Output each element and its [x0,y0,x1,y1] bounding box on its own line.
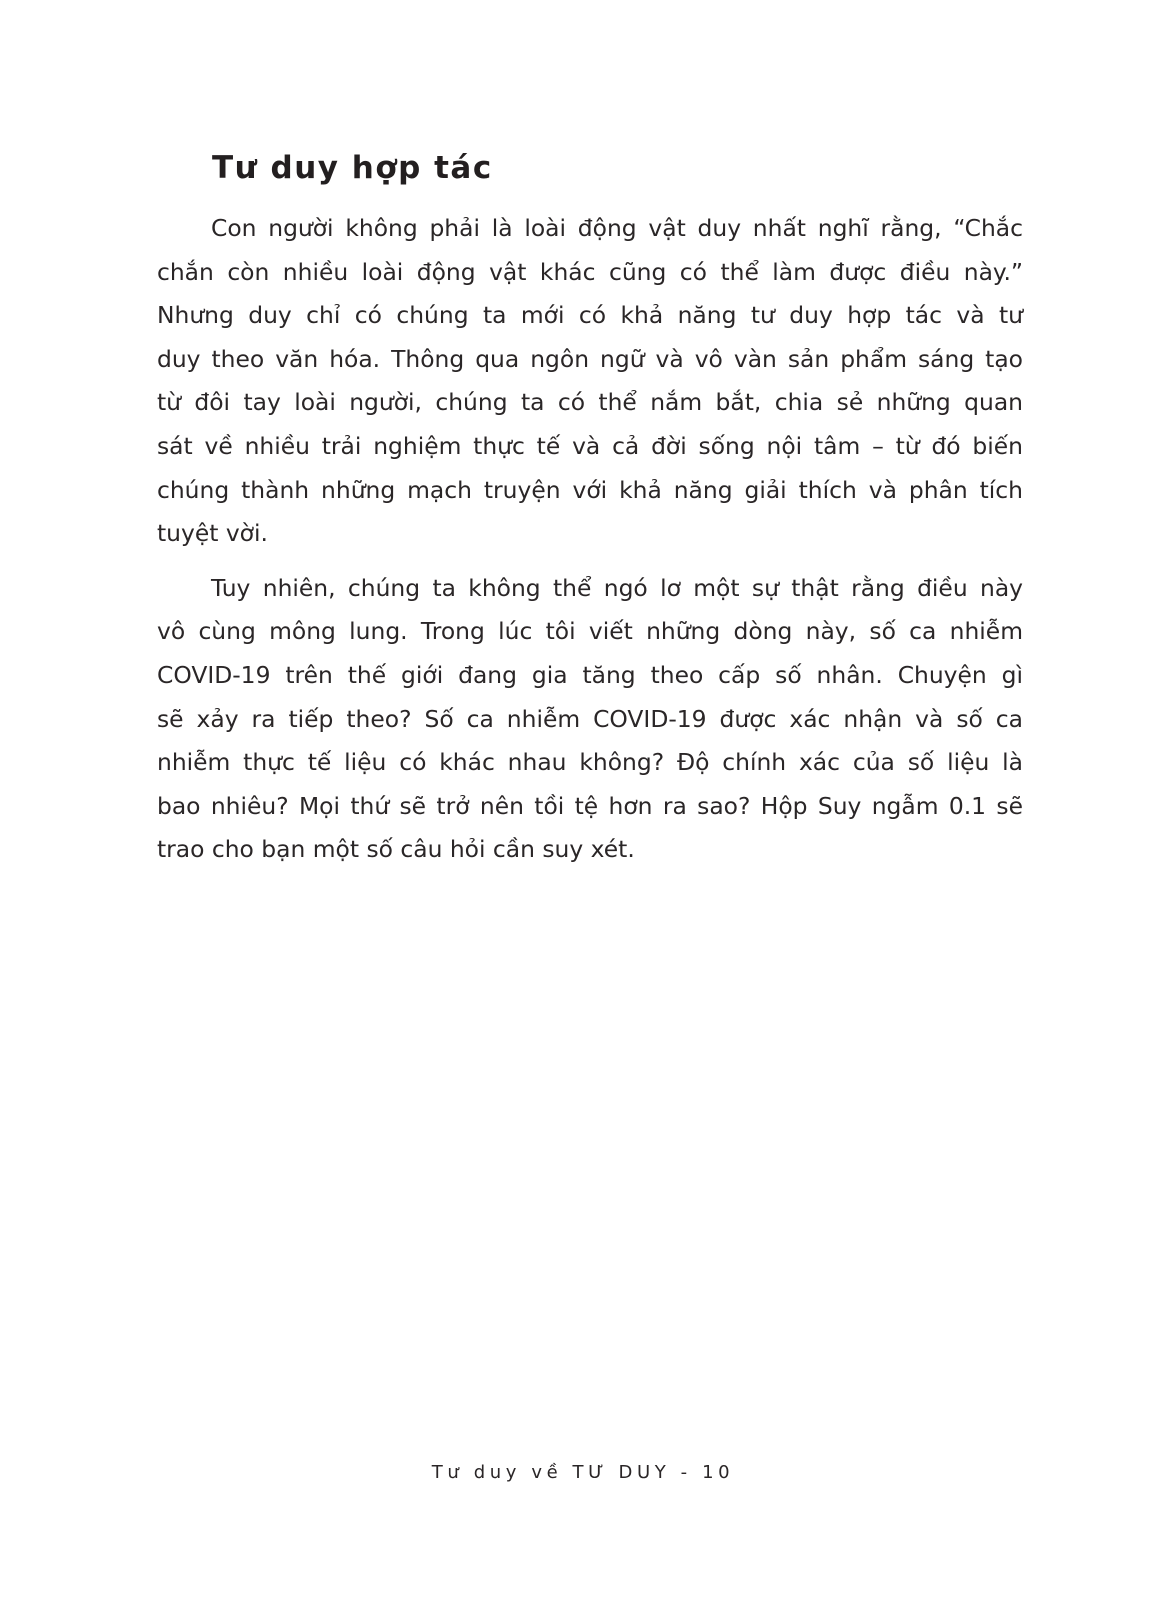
text-line: bao nhiêu? Mọi thứ sẽ trở nên tồi tệ hơn ra sao? Hộp Suy ngẫm 0.1 sẽ [157,791,1023,820]
section-heading: Tư duy hợp tác [212,150,493,186]
text-line: sẽ xảy ra tiếp theo? Số ca nhiễm COVID-19 được xác nhận và số ca [157,704,1023,733]
text-line: chắn còn nhiều loài động vật khác cũng có thể làm được điều này.” [157,257,1023,286]
text-line: duy theo văn hóa. Thông qua ngôn ngữ và vô vàn sản phẩm sáng tạo [157,344,1023,373]
text-line: Tuy nhiên, chúng ta không thể ngó lơ một sự thật rằng điều này [211,573,1023,602]
text-line: Nhưng duy chỉ có chúng ta mới có khả năng tư duy hợp tác và tư [157,301,1023,330]
text-line: nhiễm thực tế liệu có khác nhau không? Độ chính xác của số liệu là [157,748,1023,777]
text-line: tuyệt vời. [157,519,268,548]
text-line: vô cùng mông lung. Trong lúc tôi viết những dòng này, số ca nhiễm [157,617,1023,646]
text-line: từ đôi tay loài người, chúng ta có thể nắm bắt, chia sẻ những quan [157,388,1023,417]
page-footer: Tư duy về TƯ DUY - 10 [431,1462,735,1483]
text-line: Con người không phải là loài động vật duy nhất nghĩ rằng, “Chắc [211,214,1023,242]
text-line: trao cho bạn một số câu hỏi cần suy xét. [157,835,635,864]
text-line: COVID-19 trên thế giới đang gia tăng theo cấp số nhân. Chuyện gì [157,660,1023,689]
paragraph-2 [157,567,1023,872]
text-line: chúng thành những mạch truyện với khả năng giải thích và phân tích [157,475,1023,504]
paragraph-spacing [157,556,1023,567]
paragraph-1 [157,207,1023,556]
body-text [157,207,1023,872]
text-line: sát về nhiều trải nghiệm thực tế và cả đời sống nội tâm – từ đó biến [157,431,1023,460]
